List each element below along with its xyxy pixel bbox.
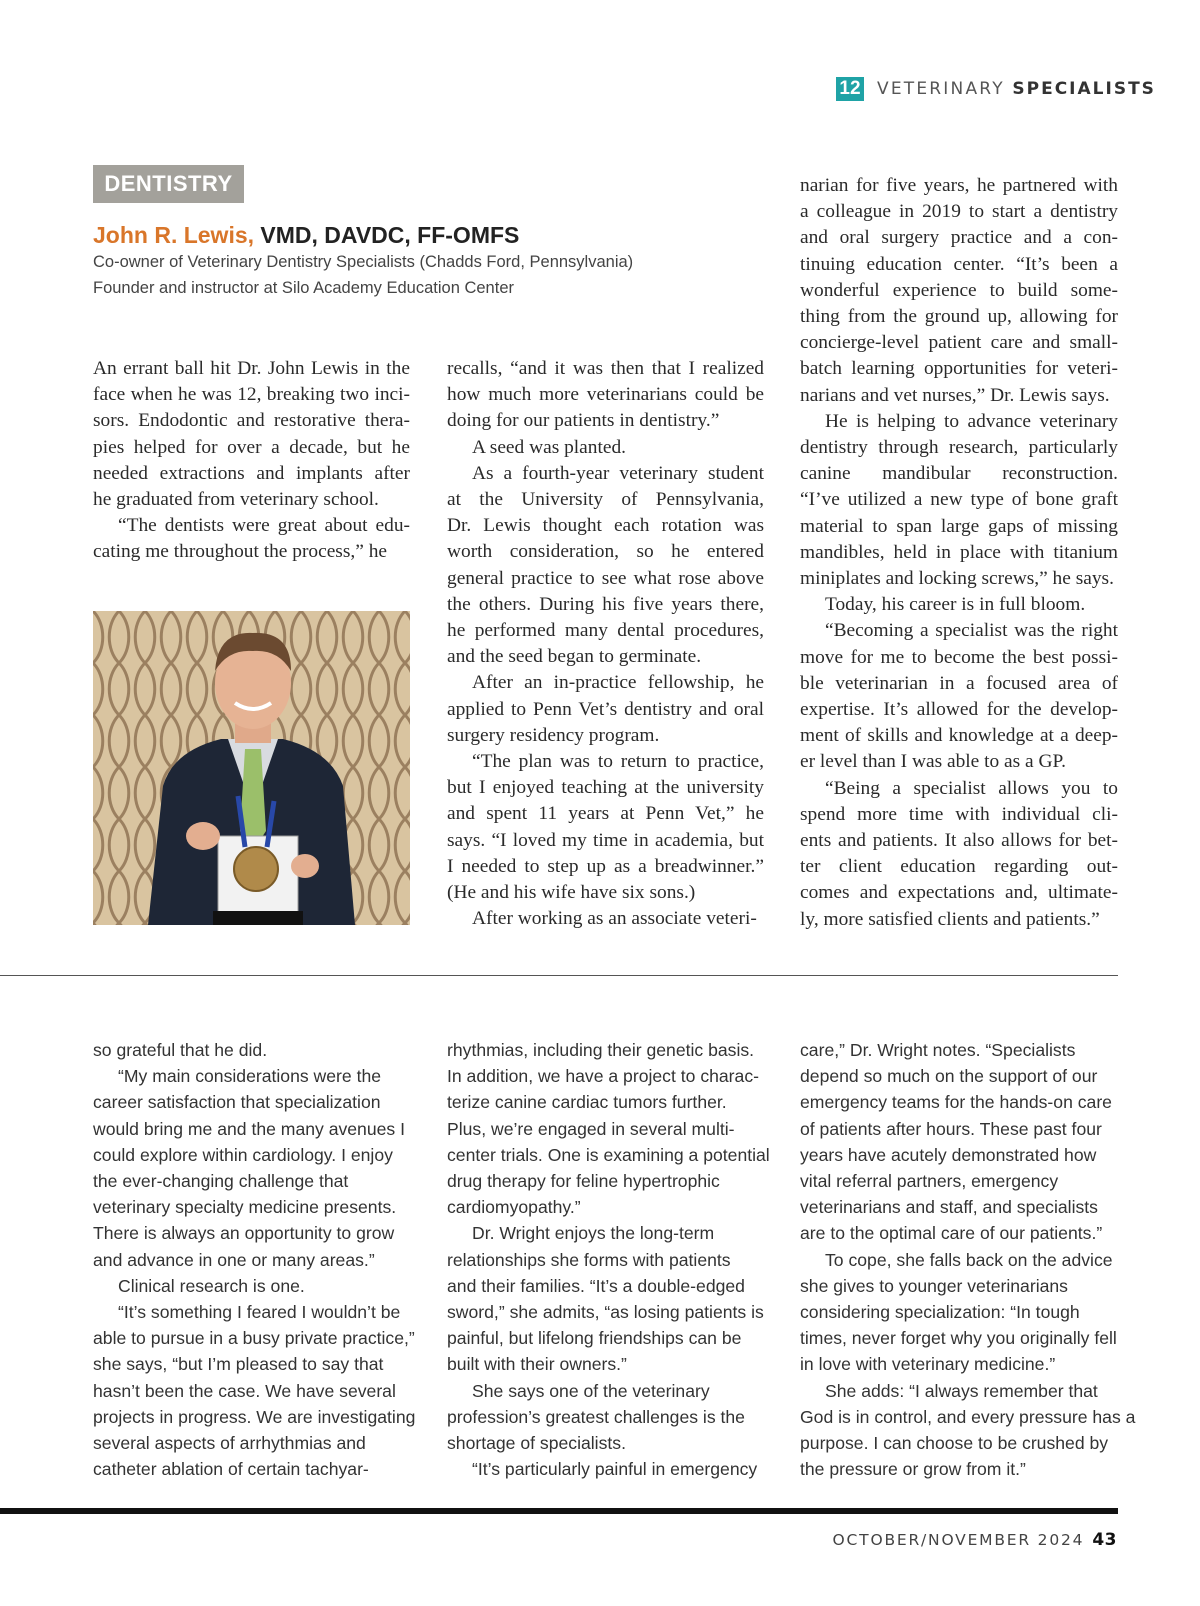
section-divider <box>0 975 1118 976</box>
text-line: so grateful that he did. <box>93 1040 268 1060</box>
text-line: applied to Penn Vet’s dentistry and oral <box>447 698 764 720</box>
text-line: “Becoming a specialist was the right <box>825 620 1118 642</box>
text-line: the ever-changing challenge that <box>93 1171 349 1192</box>
text-line: and spent 11 years at Penn Vet,” he <box>447 803 764 825</box>
text-line: could explore within cardiology. I enjoy <box>93 1144 393 1165</box>
text-line: er level than I was able to as a GP. <box>800 751 1066 773</box>
text-line: are to the optimal care of our patients.” <box>800 1223 1103 1244</box>
text-line: ly, more satisfied clients and patients.” <box>800 908 1100 930</box>
text-line: vital referral partners, emergency <box>800 1171 1059 1192</box>
section-title-bold: SPECIALISTS <box>1012 79 1156 99</box>
text-line: “Being a specialist allows you to <box>825 777 1118 799</box>
text-line: narians and vet nurses,” Dr. Lewis says. <box>800 384 1110 406</box>
text-line: needed extractions and implants after <box>93 462 410 484</box>
text-line: of patients after hours. These past four <box>800 1118 1102 1139</box>
profile-heading <box>93 222 519 249</box>
text-line: A seed was planted. <box>472 436 627 458</box>
text-line: “The plan was to return to practice, <box>472 751 764 773</box>
text-line: An errant ball hit Dr. John Lewis in the <box>93 358 410 379</box>
text-line: but I enjoyed teaching at the university <box>447 777 764 799</box>
bottom-column-3 <box>800 1037 1136 1482</box>
text-line: God is in control, and every pressure has a <box>800 1406 1136 1427</box>
text-line: and advance in one or many areas.” <box>93 1249 375 1270</box>
text-line: times, never forget why you originally fell <box>800 1328 1117 1349</box>
text-line: ents and patients. It also allows for bet- <box>800 830 1118 852</box>
text-line: would bring me and the many avenues I <box>93 1118 405 1139</box>
text-line: In addition, we have a project to charac- <box>447 1066 759 1087</box>
profile-name: John R. Lewis, <box>93 222 255 248</box>
text-line: expertise. It’s allowed for the develop- <box>800 699 1118 721</box>
profile-credentials: VMD, DAVDC, FF-OMFS <box>260 222 520 248</box>
text-line: surgery residency program. <box>447 724 660 746</box>
text-line: sword,” she admits, “as losing patients is <box>447 1302 764 1323</box>
text-line: center trials. One is examining a potential <box>447 1144 770 1165</box>
text-line: “The dentists were great about edu- <box>118 515 410 537</box>
text-line: depend so much on the support of our <box>800 1066 1098 1087</box>
text-line: wonderful experience to build some- <box>800 279 1118 301</box>
section-title-light: VETERINARY <box>877 79 1005 99</box>
text-line: shortage of specialists. <box>447 1433 626 1454</box>
text-line: thing from the ground up, allowing for <box>800 306 1118 328</box>
text-line: projects in progress. We are investigating <box>93 1406 416 1427</box>
text-line: spend more time with individual cli- <box>800 803 1118 825</box>
text-line: career satisfaction that specialization <box>93 1092 381 1113</box>
text-line: material to span large gaps of missing <box>800 515 1118 537</box>
text-line: To cope, she falls back on the advice <box>825 1249 1113 1270</box>
text-line: built with their owners.” <box>447 1354 627 1375</box>
bottom-column-1 <box>93 1037 418 1482</box>
text-line: years have acutely demonstrated how <box>800 1144 1097 1165</box>
text-line: “My main considerations were the <box>118 1066 382 1087</box>
text-line: a colleague in 2019 to start a dentistry <box>800 201 1118 223</box>
text-line: emergency teams for the hands-on care <box>800 1092 1112 1113</box>
text-line: batch learning opportunities for veteri- <box>800 358 1118 380</box>
text-line: ter client education regarding out- <box>800 856 1118 878</box>
running-header <box>836 76 1156 102</box>
text-line: he performed many dental procedures, <box>447 620 764 642</box>
text-line: painful, but lifelong friendships can be <box>447 1328 742 1349</box>
text-line: recalls, “and it was then that I realized <box>447 358 764 379</box>
text-line: veterinarians and staff, and specialists <box>800 1197 1098 1218</box>
text-line: relationships she forms with patients <box>447 1249 731 1270</box>
text-line: and oral surgery practice and a con- <box>800 227 1118 249</box>
page-badge: 12 <box>836 77 864 101</box>
text-line: cardiomyopathy.” <box>447 1197 581 1218</box>
text-line: general practice to see what rose above <box>447 567 764 589</box>
text-line: There is always an opportunity to grow <box>93 1223 395 1244</box>
text-line: He is helping to advance veterinary <box>825 410 1118 432</box>
text-line: “It’s particularly painful in emergency <box>472 1459 758 1480</box>
text-line: able to pursue in a busy private practice,” <box>93 1328 415 1349</box>
text-line: veterinary specialty medicine presents. <box>93 1197 397 1218</box>
text-line: Plus, we’re engaged in several multi- <box>447 1118 735 1139</box>
text-line: After an in-practice fellowship, he <box>472 672 764 694</box>
text-line: says. “I loved my time in academia, but <box>447 829 764 851</box>
text-line: he graduated from veterinary school. <box>93 489 379 511</box>
text-line: and their families. “It’s a double-edged <box>447 1275 745 1296</box>
text-line: hasn’t been the case. We have several <box>93 1380 396 1401</box>
text-line: Today, his career is in full bloom. <box>825 594 1086 616</box>
text-line: Dr. Lewis thought each rotation was <box>447 515 764 537</box>
text-line: comes and expectations and, ultimate- <box>800 882 1118 904</box>
text-line: ment of skills and knowledge at a deep- <box>800 725 1118 747</box>
section-title <box>877 79 1156 99</box>
text-line: profession’s greatest challenges is the <box>447 1406 745 1427</box>
text-line: concierge-level patient care and small- <box>800 332 1118 354</box>
text-line: terize canine cardiac tumors further. <box>447 1092 727 1113</box>
text-line: sors. Endodontic and restorative thera- <box>93 410 410 432</box>
bottom-column-2 <box>447 1037 772 1482</box>
text-line: pies helped for over a decade, but he <box>93 436 410 458</box>
text-line: As a fourth-year veterinary student <box>472 462 764 484</box>
article-column-1 <box>93 356 410 566</box>
text-line: tinuing education center. “It’s been a <box>800 253 1118 275</box>
text-line: how much more veterinarians could be <box>447 384 764 406</box>
text-line: catheter ablation of certain tachyar- <box>93 1459 369 1480</box>
text-line: she says, “but I’m pleased to say that <box>93 1354 384 1375</box>
article-column-3 <box>800 173 1118 933</box>
text-line: doing for our patients in dentistry.” <box>447 410 720 432</box>
text-line: face when he was 12, breaking two inci- <box>93 384 410 406</box>
text-line: “It’s something I feared I wouldn’t be <box>118 1302 401 1323</box>
portrait-photo <box>93 611 410 925</box>
text-line: dentistry through research, particularly <box>800 437 1118 459</box>
text-line: care,” Dr. Wright notes. “Specialists <box>800 1040 1076 1060</box>
text-line: worth consideration, so he entered <box>447 541 764 563</box>
profile-role: Founder and instructor at Silo Academy Education Center <box>93 279 514 297</box>
text-line: several aspects of arrhythmias and <box>93 1433 366 1454</box>
text-line: miniplates and locking screws,” he says. <box>800 568 1114 590</box>
text-line: she gives to younger veterinarians <box>800 1275 1068 1296</box>
text-line: the pressure or grow from it.” <box>800 1459 1026 1480</box>
text-line: mandibles, held in place with titanium <box>800 541 1118 563</box>
text-line: “I’ve utilized a new type of bone graft <box>800 489 1118 511</box>
article-column-2 <box>447 356 764 932</box>
portrait-illustration <box>93 611 410 925</box>
issue-date: OCTOBER/NOVEMBER 2024 <box>832 1531 1085 1549</box>
text-line: canine mandibular reconstruction. <box>800 463 1118 485</box>
text-line: in love with veterinary medicine.” <box>800 1354 1056 1375</box>
text-line: drug therapy for feline hypertrophic <box>447 1171 720 1192</box>
category-tag: DENTISTRY <box>93 165 244 203</box>
text-line: ble veterinarian in a focused area of <box>800 672 1118 694</box>
text-line: After working as an associate veteri- <box>472 908 757 930</box>
text-line: She adds: “I always remember that <box>825 1380 1098 1401</box>
profile-role: Co-owner of Veterinary Dentistry Specialists (Chadds Ford, Pennsylvania) <box>93 253 634 271</box>
page-number: 43 <box>1092 1530 1117 1550</box>
text-line: purpose. I can choose to be crushed by <box>800 1433 1109 1454</box>
text-line: I needed to step up as a breadwinner.” <box>447 855 764 877</box>
text-line: the others. During his five years there, <box>447 593 764 615</box>
page-footer <box>833 1530 1117 1550</box>
text-line: move for me to become the best possi- <box>800 646 1118 668</box>
text-line: She says one of the veterinary <box>472 1380 710 1401</box>
text-line: narian for five years, he partnered with <box>800 175 1118 196</box>
text-line: at the University of Pennsylvania, <box>447 489 764 511</box>
text-line: cating me throughout the process,” he <box>93 541 388 563</box>
text-line: rhythmias, including their genetic basis. <box>447 1040 755 1060</box>
text-line: (He and his wife have six sons.) <box>447 882 696 904</box>
text-line: and the seed began to germinate. <box>447 646 702 668</box>
text-line: Clinical research is one. <box>118 1275 305 1296</box>
text-line: Dr. Wright enjoys the long-term <box>472 1223 715 1244</box>
footer-rule <box>0 1508 1118 1514</box>
text-line: considering specialization: “In tough <box>800 1302 1080 1323</box>
